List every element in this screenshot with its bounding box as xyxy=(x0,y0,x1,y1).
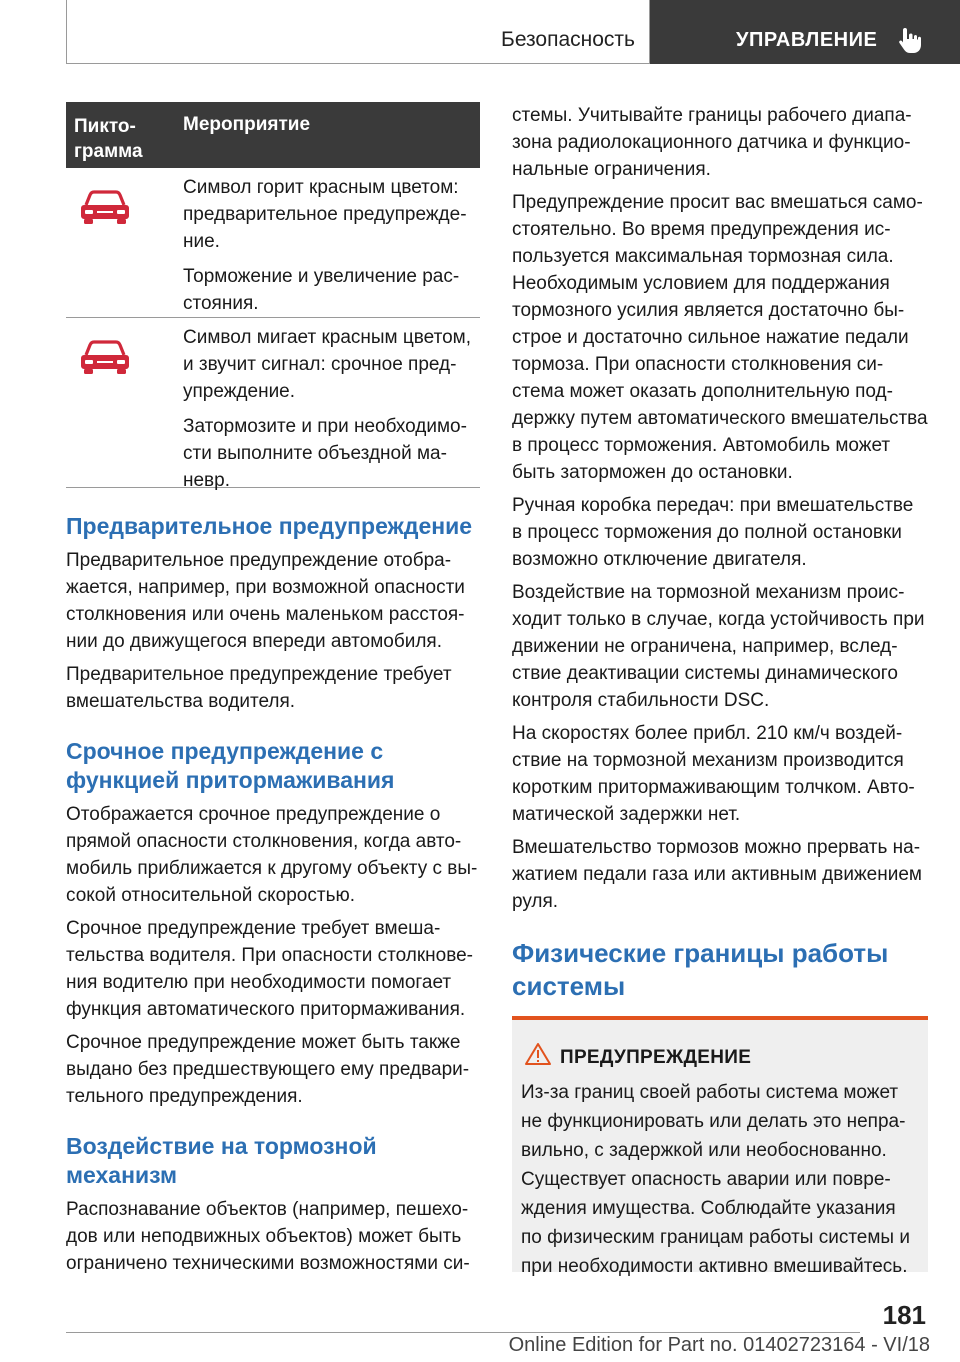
table-row xyxy=(66,168,480,318)
warning-title: ПРЕДУПРЕЖДЕНИЕ xyxy=(560,1047,752,1068)
paragraph: Предупреждение просит вас вмешаться само-стоятельно. Во время предупреждения ис-пользуется максимальная тормозная сила. Необходимым условием для поддержания тормозного усилия является достаточно бы-строе и достаточно сильное нажатие педали тормоза. При опасности столкновения си-стема может оказать дополнительную под-держку путем автоматического вмешательства в процесс торможения. Автомобиль может быть заторможен до остановки. xyxy=(512,192,928,483)
section-tab xyxy=(66,0,650,64)
car-front-icon xyxy=(74,340,136,376)
footer-divider xyxy=(66,1332,860,1333)
section-title: Безопасность xyxy=(501,28,635,51)
page-number: 181 xyxy=(882,1300,926,1330)
warning-box xyxy=(512,1016,928,1277)
footer-edition: Online Edition for Part no. 01402723164 - VI/18 xyxy=(508,1334,930,1356)
left-column xyxy=(66,102,480,1277)
table-header-pictogram: Пикто- грамма xyxy=(74,116,143,162)
table-cell-action: Символ мигает красным цветом, и звучит сигнал: срочное пред-упреждение. Затормозите и при необходимо-сти выполните объездной ма-невр. xyxy=(183,327,471,491)
paragraph: стемы. Учитывайте границы рабочего диапа-зона радиолокационного датчика и функцио-нальные ограничения. xyxy=(512,105,912,180)
right-column xyxy=(512,102,928,1046)
table-header-action: Мероприятие xyxy=(183,114,311,135)
paragraph: Предварительное предупреждение отобра-жается, например, при возможной опасности столкновения или очень маленьком расстоя-нии до движущегося впереди автомобиля. xyxy=(66,550,465,652)
paragraph: Отображается срочное предупреждение о прямой опасности столкновения, когда авто-мобиль приближается к другому объекту с вы-сокой относительной скоростью. xyxy=(66,804,478,906)
table-cell-action: Символ горит красным цветом: предварительное предупрежде-ние. Торможение и увеличение рас-стояния. xyxy=(183,177,467,314)
paragraph: Предварительное предупреждение требует вмешательства водителя. xyxy=(66,664,452,712)
chapter-tab xyxy=(650,0,960,64)
page-header xyxy=(0,0,960,64)
car-front-icon xyxy=(74,190,136,226)
paragraph: Распознавание объектов (например, пешехо-дов или неподвижных объектов) может быть ограничено техническими возможностями си- xyxy=(66,1199,470,1274)
heading-system-limits: Физические границы работы системы xyxy=(512,938,889,1001)
heading-brake-intervention: Воздействие на тормозной механизм xyxy=(66,1133,377,1188)
chapter-title: УПРАВЛЕНИЕ xyxy=(736,29,878,51)
table-row xyxy=(66,318,480,491)
heading-pre-warning: Предварительное предупреждение xyxy=(66,513,473,539)
paragraph: Воздействие на тормозной механизм проис-ходит только в случае, когда устойчивость при движении не ограничена, например, вслед-ствие деактивации системы динамического контроля стабильности DSC. xyxy=(512,582,925,711)
paragraph: На скоростях более прибл. 210 км/ч воздей-ствие на тормозной механизм производится коротким притормаживающим толчком. Авто-матической задержки нет. xyxy=(512,723,915,825)
paragraph: Срочное предупреждение требует вмеша-тельства водителя. При опасности столкнове-ния водителю при необходимости помогает функция автоматического притормаживания. xyxy=(66,918,473,1020)
table-header xyxy=(66,102,480,168)
paragraph: Срочное предупреждение может быть также выдано без предшествующего ему предвари-тельного предупреждения. xyxy=(66,1032,470,1107)
warning-text: Из-за границ своей работы система может не функционировать или делать это непра-вильно, с задержкой или необоснованно. Существует опасность аварии или повре-ждения имущества. Соблюдайте указания по физическим границам работы системы и при необходимости активно вмешивайтесь. xyxy=(521,1082,910,1277)
paragraph: Вмешательство тормозов можно прервать на-жатием педали газа или активным движением руля. xyxy=(512,837,922,912)
warning-triangle-icon xyxy=(524,1042,552,1066)
hand-pointer-icon xyxy=(898,26,922,54)
heading-acute-warning: Срочное предупреждение с функцией притормаживания xyxy=(66,738,395,793)
paragraph: Ручная коробка передач: при вмешательстве в процесс торможения до полной остановки возможно отключение двигателя. xyxy=(512,495,914,570)
